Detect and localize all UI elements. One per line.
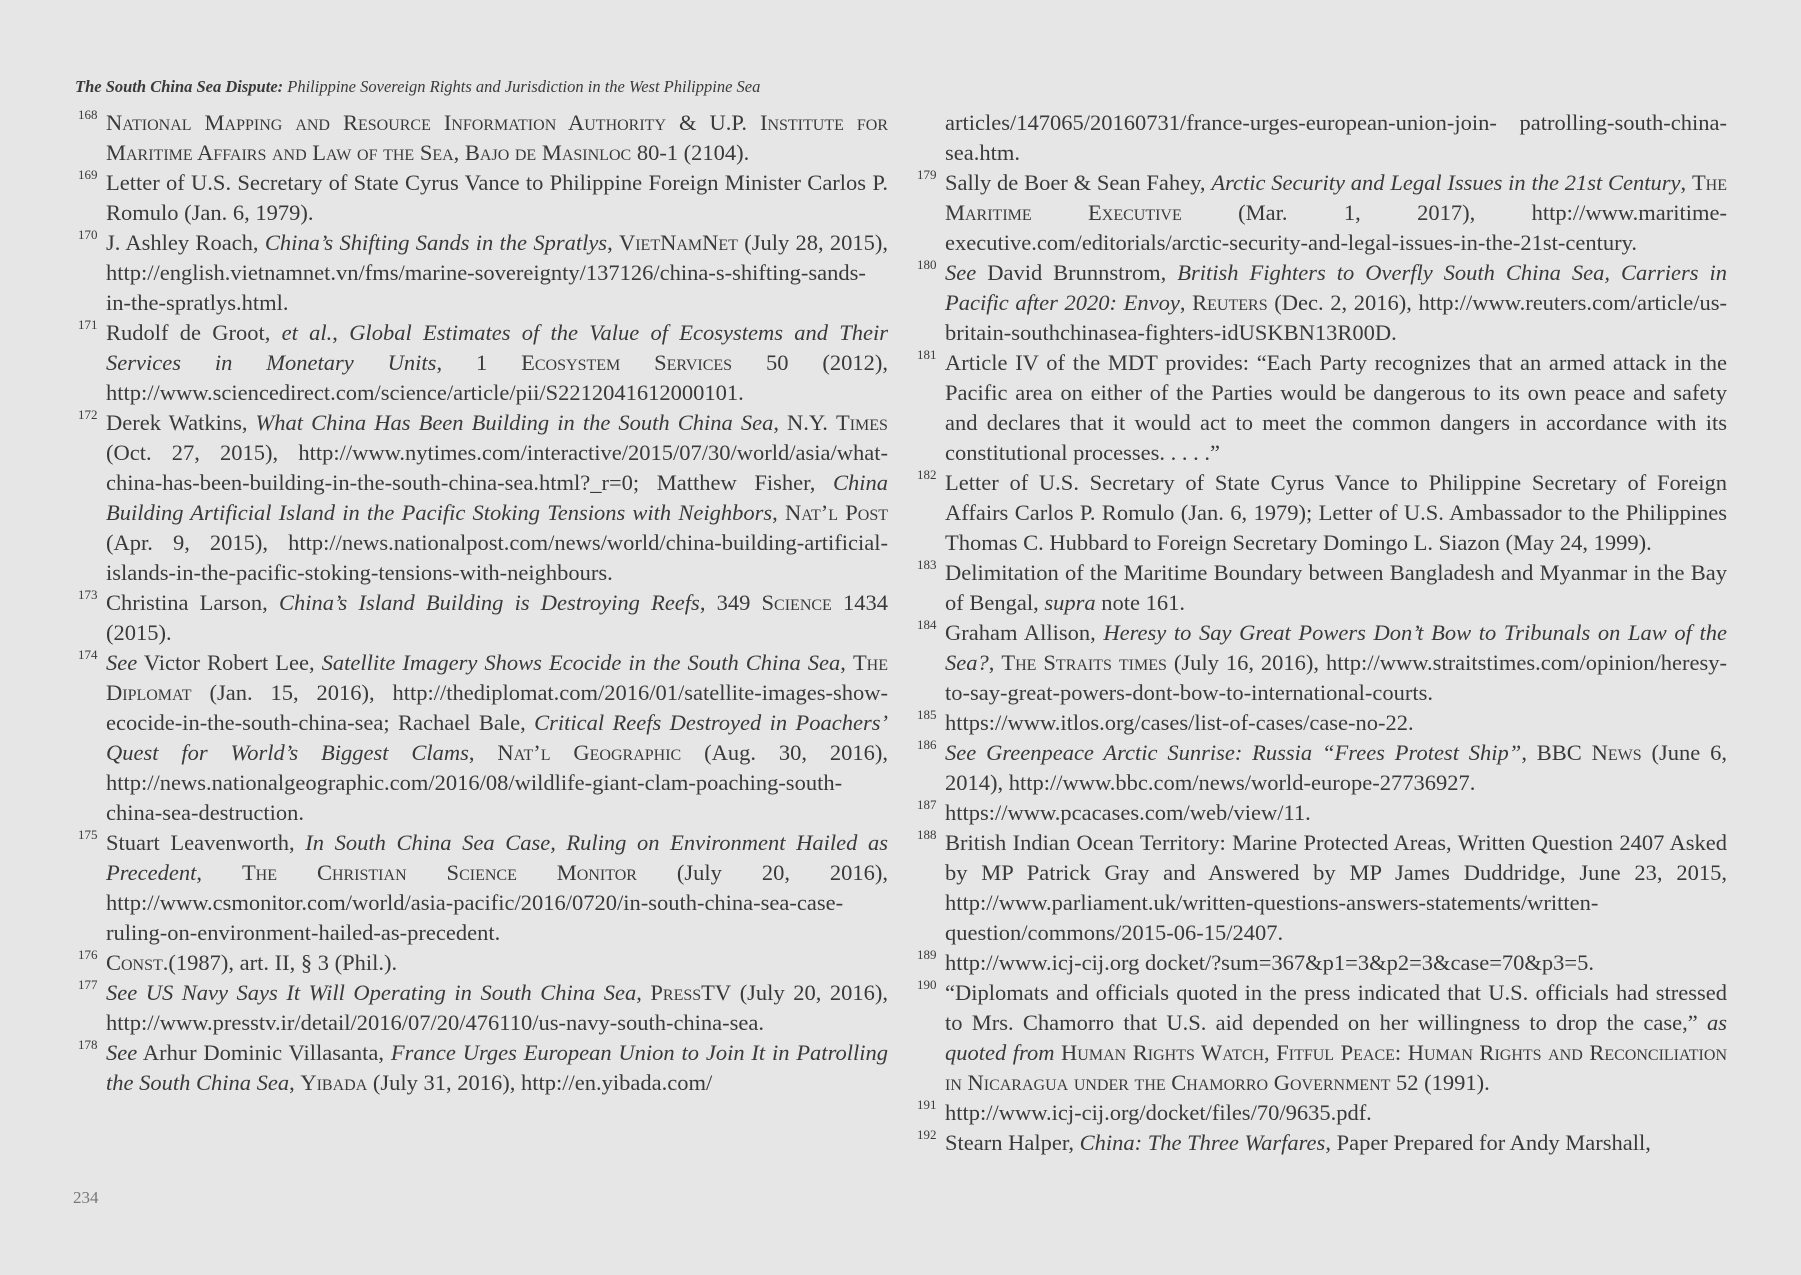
footnote-text: Satellite Imagery Shows Ecocide in the South China Sea bbox=[321, 650, 841, 675]
footnote-text: Nat’l Post bbox=[785, 500, 889, 525]
footnote-text: The Straits times bbox=[1001, 650, 1167, 675]
footnote-text: (June 6, 2014), http://www.bbc.com/news/world-europe-27736927. bbox=[945, 740, 1727, 795]
footnote-text: J. Ashley Roach, bbox=[106, 230, 265, 255]
footnote-text: note 161. bbox=[1095, 590, 1185, 615]
footnote-number: 184 bbox=[917, 617, 937, 632]
footnote-183 bbox=[917, 558, 1727, 618]
footnote-number: 169 bbox=[78, 167, 98, 182]
footnote-text: Christina Larson, bbox=[106, 590, 279, 615]
footnote-text: British Indian Ocean Territory: Marine Protected Areas, Written Question 2407 Asked by MP Patrick Gray and Answered by MP James Duddridge, June 23, 2015, http://www.parliament.uk/written-questions-answers-statements/written-question/commons/2015-06-15/2407. bbox=[945, 830, 1727, 945]
footnote-174 bbox=[78, 648, 888, 828]
book-title: The South China Sea Dispute: bbox=[75, 77, 284, 96]
footnote-text: China Building Artificial Island in the Pacific Stoking Tensions with Neighbors bbox=[106, 470, 888, 525]
book-subtitle: Philippine Sovereign Rights and Jurisdiction in the West Philippine Sea bbox=[283, 77, 761, 96]
footnote-number: 172 bbox=[78, 407, 98, 422]
footnote-191 bbox=[917, 1098, 1727, 1128]
footnote-text: (Apr. 9, 2015), http://news.nationalpost.com/news/world/china-building-artificial-islands-in-the-pacific-stoking-tensions-with-neighbours. bbox=[106, 530, 888, 585]
footnote-text: “Diplomats and officials quoted in the press indicated that U.S. officials had stressed to Mrs. Chamorro that U.S. aid depended on her willingness to drop the case,” bbox=[945, 980, 1727, 1035]
footnote-181 bbox=[917, 348, 1727, 468]
footnote-text: Science bbox=[761, 590, 832, 615]
footnote-number: 175 bbox=[78, 827, 98, 842]
footnote-text: Arhur Dominic Villasanta, bbox=[137, 1040, 391, 1065]
footnote-text: (July 20, 2016), http://www.presstv.ir/detail/2016/07/20/476110/us-navy-south-china-sea. bbox=[106, 980, 888, 1035]
footnote-text: Nat’l Geographic bbox=[497, 740, 682, 765]
footnote-text: , N.Y. bbox=[773, 410, 836, 435]
footnote-text: Sally de Boer & Sean Fahey, bbox=[945, 170, 1212, 195]
footnote-192 bbox=[917, 1128, 1727, 1158]
footnote-number: 179 bbox=[917, 167, 937, 182]
footnote-text: See bbox=[945, 260, 977, 285]
footnote-170 bbox=[78, 228, 888, 318]
footnote-text: http://www.icj-cij.org docket/?sum=367&p1=3&p2=3&case=70&p3=5. bbox=[945, 950, 1594, 975]
footnotes-right-column bbox=[917, 108, 1727, 1158]
footnote-text: Times bbox=[835, 410, 888, 435]
footnote-text: , BBC bbox=[1521, 740, 1592, 765]
footnote-number: 192 bbox=[917, 1127, 937, 1142]
footnote-180 bbox=[917, 258, 1727, 348]
footnote-number: 176 bbox=[78, 947, 98, 962]
footnote-number: 189 bbox=[917, 947, 937, 962]
footnote-number: 170 bbox=[78, 227, 98, 242]
footnote-text: , bbox=[607, 230, 619, 255]
footnote-text: Victor Robert Lee, bbox=[137, 650, 322, 675]
footnote-text: The Maritime Executive bbox=[945, 170, 1728, 225]
footnote-text: , bbox=[289, 1070, 301, 1095]
footnote-186 bbox=[917, 738, 1727, 798]
footnote-text: China’s Island Building is Destroying Reefs bbox=[278, 590, 700, 615]
footnote-text: See Greenpeace Arctic Sunrise: Russia “Frees Protest Ship” bbox=[945, 740, 1522, 765]
footnote-text: (Jan. 15, 2016), http://thediplomat.com/2016/01/satellite-images-show-ecocide-in-the-south-china-sea; Rachael Bale, bbox=[106, 680, 888, 735]
footnote-185 bbox=[917, 708, 1727, 738]
footnote-text: 50 (2012), http://www.sciencedirect.com/science/article/pii/S2212041612000101. bbox=[106, 350, 888, 405]
footnote-text: What China Has Been Building in the South China Sea bbox=[255, 410, 774, 435]
footnote-text: , bbox=[840, 650, 853, 675]
footnote-number: 171 bbox=[78, 317, 98, 332]
footnote-text: Stearn Halper, bbox=[945, 1130, 1080, 1155]
footnote-number: 188 bbox=[917, 827, 937, 842]
footnote-number: 186 bbox=[917, 737, 937, 752]
footnote-text: , bbox=[988, 650, 1002, 675]
footnote-text: (July 31, 2016), http://en.yibada.com/ bbox=[367, 1070, 713, 1095]
footnote-text: Arctic Security and Legal Issues in the 21st Century bbox=[1211, 170, 1681, 195]
footnote-text: , 1 bbox=[436, 350, 522, 375]
footnote-text: (July 28, 2015), http://english.vietnamnet.vn/fms/marine-sovereignty/137126/china-s-shifting-sands-in-the-spratlys.html. bbox=[106, 230, 889, 315]
footnote-text: China’s Shifting Sands in the Spratlys bbox=[264, 230, 608, 255]
footnote-number: 180 bbox=[917, 257, 937, 272]
footnote-173 bbox=[78, 588, 888, 648]
footnote-text: 1434 (2015). bbox=[106, 590, 888, 645]
footnote-text: (Mar. 1, 2017), http://www.maritime-executive.com/editorials/arctic-security-and-legal-issues-in-the-21st-century. bbox=[945, 200, 1727, 255]
footnote-text: Const. bbox=[106, 950, 169, 975]
footnote-text: Human Rights Watch, Fitful Peace: Human Rights and Reconciliation in Nicaragua under the Chamorro Government bbox=[945, 1040, 1727, 1095]
running-head bbox=[75, 77, 760, 97]
footnote-169 bbox=[78, 168, 888, 228]
footnote-text: et al. bbox=[281, 320, 333, 345]
footnote-number: 187 bbox=[917, 797, 937, 812]
footnote-text: Reuters bbox=[1192, 290, 1268, 315]
footnote-text: Graham Allison, bbox=[945, 620, 1104, 645]
footnote-text: (1987), art. II, § 3 (Phil.). bbox=[168, 950, 398, 975]
footnote-text: , 349 bbox=[699, 590, 762, 615]
footnote-number: 173 bbox=[78, 587, 98, 602]
footnote-184 bbox=[917, 618, 1727, 708]
footnote-179 bbox=[917, 168, 1727, 258]
footnote-number: 178 bbox=[78, 1037, 98, 1052]
footnote-number: 182 bbox=[917, 467, 937, 482]
footnote-168 bbox=[78, 108, 888, 168]
footnote-text: Heresy to Say Great Powers Don’t Bow to Tribunals on Law of the Sea? bbox=[945, 620, 1727, 675]
footnote-text: , bbox=[332, 320, 350, 345]
footnote-text: , bbox=[772, 500, 785, 525]
footnote-text: Yibada bbox=[300, 1070, 368, 1095]
footnote-text: , bbox=[1680, 170, 1692, 195]
footnote-text: , bbox=[468, 740, 498, 765]
footnote-text: 52 (1991). bbox=[1390, 1070, 1490, 1095]
footnote-number: 168 bbox=[78, 107, 98, 122]
footnote-text: https://www.pcacases.com/web/view/11. bbox=[945, 800, 1311, 825]
footnote-text: Critical Reefs Destroyed in Poachers’ Quest for World’s Biggest Clams bbox=[106, 710, 888, 765]
footnote-188 bbox=[917, 828, 1727, 948]
footnote-189 bbox=[917, 948, 1727, 978]
footnote-text: Article IV of the MDT provides: “Each Party recognizes that an armed attack in the Pacific area on either of the Parties would be dangerous to its own peace and safety and declares that it would act to meet the common dangers in accordance with its constitutional processes. . . . .” bbox=[945, 350, 1727, 465]
footnote-text: supra bbox=[1044, 590, 1096, 615]
footnote-number: 183 bbox=[917, 557, 937, 572]
footnote-177 bbox=[78, 978, 888, 1038]
footnote-text: , bbox=[1179, 290, 1193, 315]
footnote-text: News bbox=[1591, 740, 1642, 765]
footnote-171 bbox=[78, 318, 888, 408]
footnote-text: Letter of U.S. Secretary of State Cyrus Vance to Philippine Secretary of Foreign Affairs Carlos P. Romulo (Jan. 6, 1979); Letter of U.S. Ambassador to the Philippines Thomas C. Hubbard to Foreign Secretary Domingo L. Siazon (May 24, 1999). bbox=[945, 470, 1727, 555]
footnote-text: Letter of U.S. Secretary of State Cyrus Vance to Philippine Foreign Minister Carlos P. Romulo (Jan. 6, 1979). bbox=[106, 170, 888, 225]
footnote-text: , Paper Prepared for Andy Marshall, bbox=[1325, 1130, 1651, 1155]
footnote-text: Ecosystem Services bbox=[521, 350, 733, 375]
footnote-text: In South China Sea Case, Ruling on Environment Hailed as Precedent bbox=[106, 830, 888, 885]
footnote-text: (Oct. 27, 2015), http://www.nytimes.com/interactive/2015/07/30/world/asia/what-china-has-been-building-in-the-south-china-sea.html?_r=0; Matthew Fisher, bbox=[106, 440, 888, 495]
footnote-text: (July 16, 2016), http://www.straitstimes.com/opinion/heresy-to-say-great-powers-dont-bow-to-international-courts. bbox=[945, 650, 1728, 705]
footnote-text: Global Estimates of the Value of Ecosystems and Their Services in Monetary Units bbox=[106, 320, 888, 375]
footnote-text: See bbox=[106, 1040, 138, 1065]
footnote-number: 181 bbox=[917, 347, 937, 362]
footnote-text: as quoted from bbox=[945, 1010, 1727, 1065]
footnote-text: David Brunnstrom, bbox=[976, 260, 1178, 285]
footnote-172 bbox=[78, 408, 888, 588]
footnote-text: Delimitation of the Maritime Boundary between Bangladesh and Myanmar in the Bay of Bengal, bbox=[945, 560, 1727, 615]
footnote-text: British Fighters to Overfly South China Sea, Carriers in Pacific after 2020: Envoy bbox=[945, 260, 1727, 315]
footnote-number: 177 bbox=[78, 977, 98, 992]
footnote-text: The Christian Science Monitor bbox=[241, 860, 637, 885]
footnote-number: 174 bbox=[78, 647, 98, 662]
footnote-text: VietNamNet bbox=[618, 230, 738, 255]
footnote-text: https://www.itlos.org/cases/list-of-cases/case-no-22. bbox=[945, 710, 1414, 735]
footnote-number: 191 bbox=[917, 1097, 937, 1112]
footnote-182 bbox=[917, 468, 1727, 558]
footnote-text: (Aug. 30, 2016), http://news.nationalgeographic.com/2016/08/wildlife-giant-clam-poaching-south-china-sea-destruction. bbox=[106, 740, 889, 825]
footnote-text: Derek Watkins, bbox=[106, 410, 256, 435]
footnote-text: France Urges European Union to Join It in Patrolling the South China Sea bbox=[106, 1040, 888, 1095]
footnote-text: Stuart Leavenworth, bbox=[106, 830, 306, 855]
footnote-text: National Mapping and Resource Information Authority & U.P. Institute for Maritime Affairs and Law of the Sea, Bajo de Masinloc bbox=[106, 110, 888, 165]
footnote-text: PressTV bbox=[650, 980, 732, 1005]
footnote-text: The Diplomat bbox=[106, 650, 889, 705]
footnote-number: 185 bbox=[917, 707, 937, 722]
footnote-text: , bbox=[196, 860, 242, 885]
footnote-text: 80-1 (2104). bbox=[631, 140, 750, 165]
page-number: 234 bbox=[73, 1188, 99, 1207]
footnote-text: Rudolf de Groot, bbox=[106, 320, 282, 345]
footnotes-left-column bbox=[78, 108, 888, 1098]
footnote-text: , bbox=[636, 980, 651, 1005]
footnote-text: See US Navy Says It Will Operating in South China Sea bbox=[106, 980, 637, 1005]
footnote-190 bbox=[917, 978, 1727, 1098]
footnote-text: (Dec. 2, 2016), http://www.reuters.com/article/us-britain-southchinasea-fighters-idUSKBN13R00D. bbox=[945, 290, 1727, 345]
footnote-continuation: articles/147065/20160731/france-urges-european-union-join- patrolling-south-china-sea.htm. bbox=[945, 110, 1727, 165]
footnote-number: 190 bbox=[917, 977, 937, 992]
footnote-175 bbox=[78, 828, 888, 948]
footnote-text: http://www.icj-cij.org/docket/files/70/9635.pdf. bbox=[945, 1100, 1372, 1125]
footnote-187 bbox=[917, 798, 1727, 828]
footnote-text: (July 20, 2016), http://www.csmonitor.com/world/asia-pacific/2016/0720/in-south-china-sea-case-ruling-on-environment-hailed-as-precedent. bbox=[106, 860, 888, 945]
footnote-178 bbox=[78, 1038, 888, 1098]
footnote-text: China: The Three Warfares bbox=[1079, 1130, 1326, 1155]
footnote-text: See bbox=[106, 650, 138, 675]
footnote-176 bbox=[78, 948, 888, 978]
